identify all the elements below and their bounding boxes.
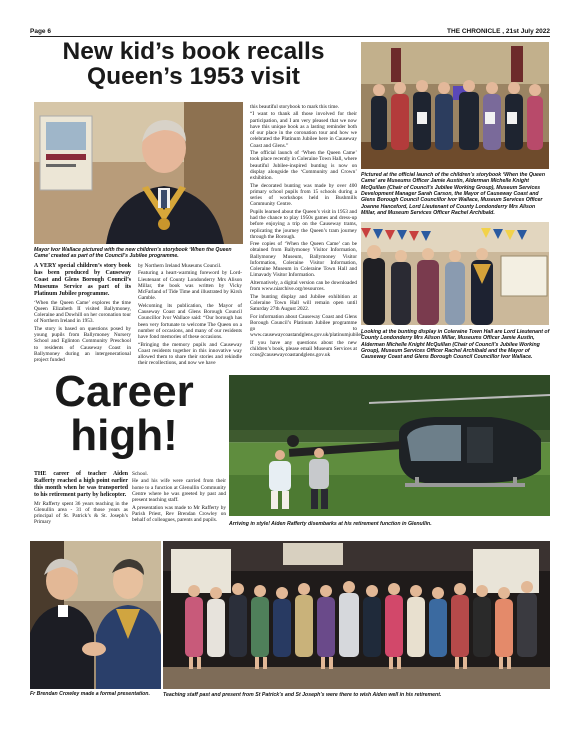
story1-col2-p3: Welcoming its publication, the Mayor of Causeway Coast and Glens Borough Council Councillor Ivor Wallace said: “Our borough has been very fortunate to welcome The Queen on a number of occasions, and many of our residents have fond memories of these occasions. bbox=[138, 302, 242, 341]
helicopter-photo bbox=[229, 375, 550, 516]
mayor-photo bbox=[34, 102, 243, 244]
story2-headline bbox=[30, 367, 218, 460]
story1-col3-p4: The decorated bunting was made by over 400 primary school pupils from 15 schools during a series of workshops held in Bushmills Community Centre. bbox=[250, 182, 357, 208]
story1-col2-p1: by Northern Ireland Museums Council. bbox=[138, 263, 222, 269]
story1-headline-line2: Queen’s 1953 visit bbox=[87, 62, 300, 90]
story1-col3-p5: Pupils learned about the Queen’s visit in 1953 and had the chance to play 1950s games and dress-up before enjoying a trip on the Causeway trams, replicating the journey the Queen’s tram journey through the Borough. bbox=[250, 208, 357, 240]
story1-headline-line1: New kid’s book recalls bbox=[62, 38, 325, 65]
story1-col3-p6: Free copies of ‘When the Queen Came’ can be obtained from Ballymoney Visitor Information, Ballymoney Museum, Ballymoney Visitor Information, Coleraine Visitor Information, Coleraine Museum in Coleraine Town Hall and Limavady Visitor Information. bbox=[250, 241, 357, 279]
caption-staff-group: Teaching staff past and present from St Patrick’s and St Joseph’s were there to wish Aiden well in his retirement. bbox=[163, 692, 442, 698]
story1-col3-p10: If you have any questions about the new children’s book, please email Museum Services at ccos@causewaycoastandglens.gov.uk bbox=[250, 339, 357, 359]
handshake-photo bbox=[30, 541, 161, 689]
story1-column1 bbox=[34, 263, 131, 364]
story2-col2-p3: A presentation was made to Mr Rafferty by Parish Priest, Rev Brendan Crowley on behalf of colleagues, parents and pupils. bbox=[132, 504, 226, 524]
launch-group-photo bbox=[361, 42, 549, 169]
caption-handshake: Fr Brendan Crowley made a formal presentation. bbox=[30, 691, 150, 697]
story1-col3-p7: Alternatively, a digital version can be downloaded from www.niarchive.org/resources. bbox=[250, 279, 357, 293]
caption-bunting: Looking at the bunting display in Coleraine Town Hall are Lord Lieutenant of County Londonderry Mrs Alison Millar, Museums Officer Jamie Austin, Alderman Michelle Knight McQuillan (Chair of Council’s Jubilee Working Group), Museum Services Officer Rachel Archibald and the Mayor of Causeway Coast and Glens Borough Council Councillor Ivor Wallace. bbox=[361, 329, 550, 361]
story2-column2 bbox=[132, 471, 226, 525]
bunting-photo bbox=[361, 222, 549, 325]
story2-column1 bbox=[34, 471, 128, 527]
story1-column2 bbox=[138, 263, 242, 368]
story1-col3-p1: this beautiful storybook to mark this time. bbox=[250, 104, 340, 110]
story2-headline-line2: high! bbox=[70, 411, 178, 460]
masthead-date: THE CHRONICLE , 21st July 2022 bbox=[447, 28, 550, 35]
story2-col2-p1: School. bbox=[132, 471, 149, 477]
story1-col3-p8: The bunting display and Jubilee exhibition at Coleraine Town Hall will remain open until Saturday 27th August 2022. bbox=[250, 293, 357, 313]
caption-helicopter: Arriving in style! Aiden Rafferty disembarks at his retirement function in Glenullin. bbox=[229, 521, 432, 527]
page-number: Page 6 bbox=[30, 28, 51, 35]
story1-headline bbox=[30, 40, 357, 89]
story1-col2-p2: Featuring a heart-warming foreword by Lord-Lieutenant of County Londonderry Mrs Alison Millar, the book was written by Vicky McFarland of Tide Time and illustrated by Kirsh Gamble. bbox=[138, 270, 242, 302]
story2-col1-p1: Mr Rafferty spent 36 years teaching in the Glenullin area - 31 of those years as principal of St. Patrick’s & St. Joseph’s Primary bbox=[34, 500, 128, 526]
story1-col2-p4: “Bringing the memory pupils and Causeway Coast residents together in this innovative way allowed them to share their stories and rekindle their recollections, and now we have bbox=[138, 341, 242, 367]
story1-column3 bbox=[250, 104, 365, 360]
story1-col1-p2: The story is based on questions posed by young pupils from Ballymoney Nursery School and Eglinton Community Preschool to residents of Causeway Coast in Ballymoney during an intergenerational project funded bbox=[34, 325, 131, 364]
story2-headline-line1: Career bbox=[54, 367, 194, 416]
story1-lead: A VERY special children’s story book has been produced by Causeway Coast and Glens Borough Council’s Museums Service as part of its Platinum Jubilee programme. bbox=[34, 263, 131, 298]
staff-group-photo bbox=[163, 541, 550, 689]
story1-col1-p1: ‘When the Queen Came’ explores the time Queen Elizabeth II visited Ballymoney, Coleraine and Dowhill on her coronation tour of Northern Ireland in 1953. bbox=[34, 299, 131, 325]
story2-lead: THE career of teacher Aiden Rafferty reached a high point earlier this month when he was transported to his retirement party by helicopter. bbox=[34, 471, 128, 499]
header-rule bbox=[30, 36, 550, 37]
story1-col3-p3: The official launch of ‘When the Queen Came’ took place recently in Coleraine Town Hall, where beautiful Jubilee-inspired bunting is now on display alongside the ‘Community and Crown’ exhibition. bbox=[250, 150, 357, 182]
caption-launch: Pictured at the official launch of the children’s storybook ‘When the Queen Came’ are Museums Officer Jamie Austin, Alderman Michelle Knight McQuillan (Chair of Council’s Jubilee Working Group), Museum Services Development Manager Sarah Carson, the Mayor of Causeway Coast and Glens Borough Council Councillor Ivor Wallace, Museum Services Officer Joanne Hanceford, Lord Lieutenant of County Londonderry Mrs Alison Millar, and Museum Services Officer Rachel Archibald. bbox=[361, 172, 545, 217]
story1-col3-p2: “I want to thank all those involved for their participation, and I am very pleased that we now have this unique book as a lasting reminder both of our place in the coronation tour and how we celebrated the Platinum Jubilee here in Causeway Coast and Glens.” bbox=[250, 111, 357, 149]
caption-mayor: Mayor Ivor Wallace pictured with the new children’s storybook ‘When the Queen Came’ created as part of the Council’s Jubilee programme. bbox=[34, 247, 232, 260]
story2-col2-p2: He and his wife were carried from their home to a function at Glenullin Community Centre where he was greeted by past and present teaching staff. bbox=[132, 478, 226, 504]
story1-col3-p9: For information about Causeway Coast and Glens Borough Council’s Platinum Jubilee programme go to www.causewaycoastandglens.gov.uk/platinumjubilee. bbox=[250, 313, 365, 339]
